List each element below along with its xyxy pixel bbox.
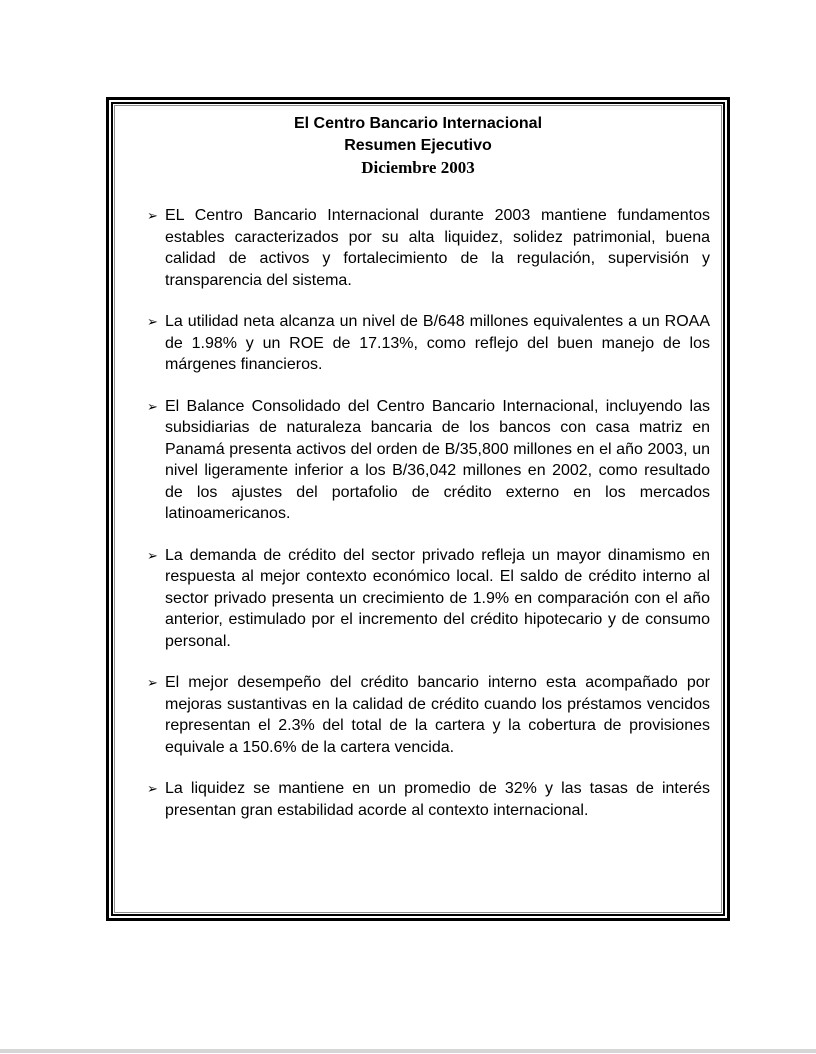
paragraph-text: La utilidad neta alcanza un nivel de B/648 millones equivalentes a un ROAA de 1.98% y un ROE de 17.13%, como reflejo del buen manejo de los márgenes financieros. <box>165 313 710 373</box>
document-frame-inner-rule <box>114 105 722 913</box>
arrow-bullet-icon: ➢ <box>147 548 158 564</box>
bullet-item <box>115 396 710 525</box>
document-subtitle: Resumen Ejecutivo <box>344 137 492 154</box>
document-frame-middle-rule <box>111 102 725 916</box>
arrow-bullet-icon: ➢ <box>147 782 158 797</box>
bullet-item <box>115 778 710 821</box>
paragraph-text: La demanda de crédito del sector privado refleja un mayor dinamismo en respuesta al mejor contexto económico local. El saldo de crédito interno al sector privado presenta un crecimiento de 1.9% en comparación con el año anterior, estimulado por el incremento del crédito hipotecario y de consumo personal. <box>165 546 710 650</box>
bullet-list <box>115 205 710 821</box>
bullet-item <box>115 545 710 653</box>
paragraph-text: La liquidez se mantiene en un promedio de 32% y las tasas de interés presentan gran estabilidad acorde al contexto internacional. <box>165 780 710 819</box>
document-frame <box>106 97 730 921</box>
arrow-bullet-icon: ➢ <box>147 315 158 330</box>
bullet-item <box>115 311 710 376</box>
paragraph-text: El mejor desempeño del crédito bancario interno esta acompañado por mejoras sustantivas en la calidad de crédito cuando los préstamos vencidos representan el 2.3% del total de la cartera y la cobertura de provisiones equivale a 150.6% de la cartera vencida. <box>165 674 710 756</box>
arrow-bullet-icon: ➢ <box>147 676 158 691</box>
bullet-item <box>115 205 710 291</box>
bullet-item <box>115 672 710 758</box>
page-bottom-divider <box>0 1049 816 1053</box>
arrow-bullet-icon: ➢ <box>147 209 158 224</box>
arrow-bullet-icon: ➢ <box>147 399 158 415</box>
document-heading <box>115 113 710 179</box>
paragraph-text: EL Centro Bancario Internacional durante 2003 mantiene fundamentos estables caracterizados por su alta liquidez, solidez patrimonial, buena calidad de activos y fortalecimiento de la regulación, supervisión y transparencia del sistema. <box>165 207 710 289</box>
document-title: El Centro Bancario Internacional <box>293 115 543 132</box>
document-content <box>115 106 721 821</box>
document-date: Diciembre 2003 <box>361 158 475 177</box>
paragraph-text: El Balance Consolidado del Centro Bancario Internacional, incluyendo las subsidiarias de naturaleza bancaria de los bancos con casa matriz en Panamá presenta activos del orden de B/35,800 millones en el año 2003, un nivel ligeramente inferior a los B/36,042 millones en 2002, como resultado de los ajustes del portafolio de crédito externo en los mercados latinoamericanos. <box>165 397 710 522</box>
